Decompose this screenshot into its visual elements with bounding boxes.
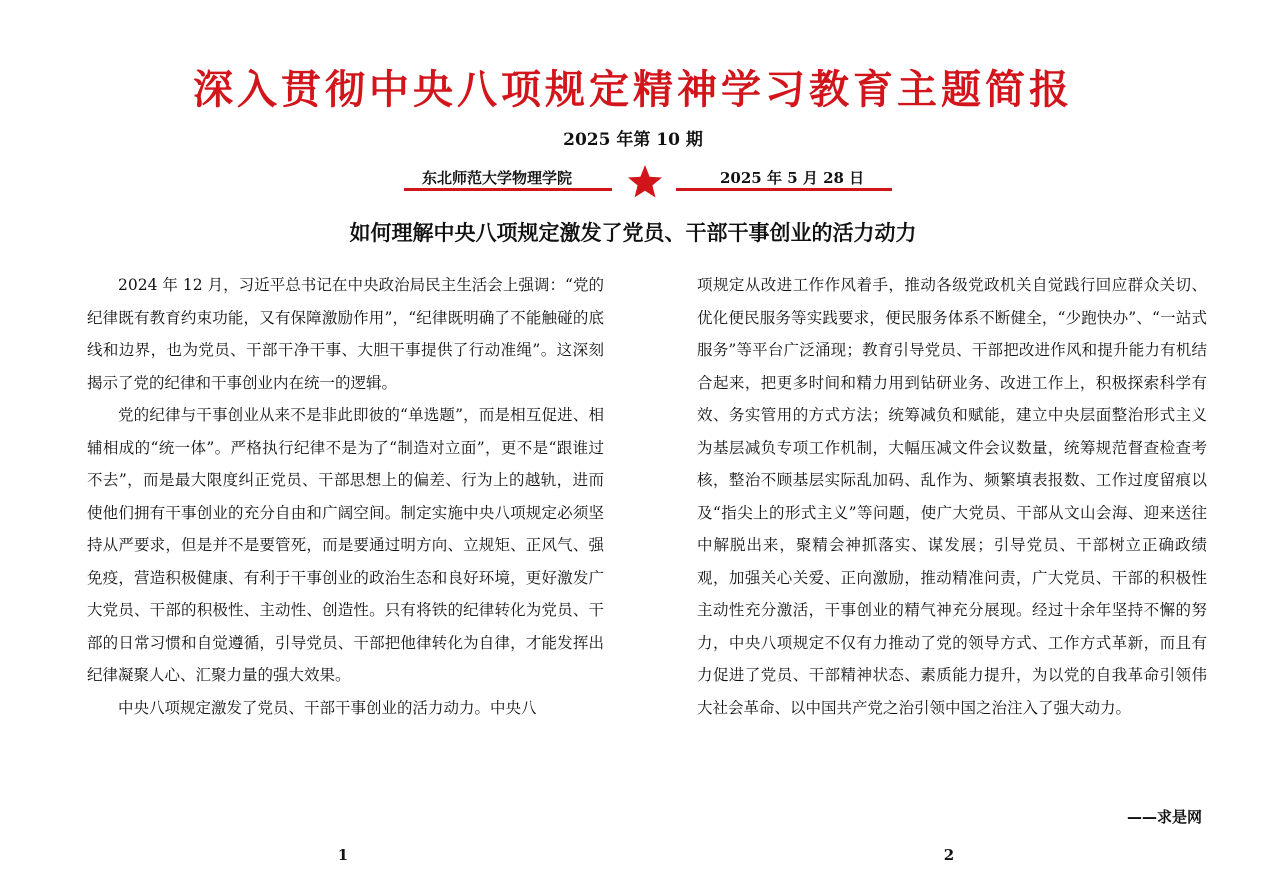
page-number-left: 1 [337, 846, 349, 864]
article-title: 如何理解中央八项规定激发了党员、干部干事创业的活力动力 [349, 221, 917, 245]
publication-info-row [404, 164, 892, 198]
paragraph: 党的纪律与干事创业从来不是非此即彼的“单选题”，而是相互促进、相辅相成的“统一体”。严格执行纪律不是为了“制造对立面”，更不是“跟谁过不去”，而是最大限度纠正党员、干部思想上的偏差、行为上的越轨，进而使他们拥有干事创业的充分自由和广阔空间。制定实施中央八项规定必须坚持从严要求，但是并不是要管死，而是要通过明方向、立规矩、正风气、强免疫，营造积极健康、有利于干事创业的政治生态和良好环境，更好激发广大党员、干部的积极性、主动性、创造性。只有将铁的纪律转化为党员、干部的日常习惯和自觉遵循，引导党员、干部把他律转化为自律，才能发挥出纪律凝聚人心、汇聚力量的强大效果。 [87, 406, 604, 684]
paragraph: 项规定从改进工作作风着手，推动各级党政机关自觉践行回应群众关切、优化便民服务等实践要求，便民服务体系不断健全，“少跑快办”、“一站式服务”等平台广泛涌现；教育引导党员、干部把改进作风和提升能力有机结合起来，把更多时间和精力用到钻研业务、改进工作上，积极探索科学有效、务实管用的方式方法；统筹减负和赋能，建立中央层面整治形式主义为基层减负专项工作机制，大幅压减文件会议数量，统筹规范督查检查考核，整治不顾基层实际乱加码、乱作为、频繁填表报数、工作过度留痕以及“指尖上的形式主义”等问题，使广大党员、干部从文山会海、迎来送往中解脱出来，聚精会神抓落实、谋发展；引导党员、干部树立正确政绩观，加强关心关爱、正向激励，推动精准问责，广大党员、干部的积极性主动性充分激活，干事创业的精气神充分展现。经过十余年坚持不懈的努力，中央八项规定不仅有力推动了党的领导方式、工作方式革新，而且有力促进了党员、干部精神状态、素质能力提升，为以党的自我革命引领伟大社会革命、以中国共产党之治引领中国之治注入了强大动力。 [697, 276, 1207, 717]
publication-date: 2025 年 5 月 28 日 [720, 169, 865, 187]
paragraph: 中央八项规定激发了党员、干部干事创业的活力动力。中央八 [118, 698, 537, 717]
article-column-right [697, 269, 1207, 724]
paragraph: 2024 年 12 月，习近平总书记在中央政治局民主生活会上强调：“党的纪律既有教育约束功能，又有保障激励作用”，“纪律既明确了不能触碰的底线和边界，也为党员、干部干净干事、大胆干事提供了行动准绳”。这深刻揭示了党的纪律和干事创业内在统一的逻辑。 [87, 276, 604, 392]
article-column-left [87, 269, 604, 724]
article-source: ——求是网 [1126, 808, 1202, 826]
institution-name: 东北师范大学物理学院 [422, 169, 573, 187]
red-star-icon [625, 162, 665, 202]
issue-number: 2025 年第 10 期 [563, 130, 703, 150]
page-number-right: 2 [943, 846, 955, 864]
bulletin-masthead: 深入贯彻中央八项规定精神学习教育主题简报 [193, 66, 1073, 113]
